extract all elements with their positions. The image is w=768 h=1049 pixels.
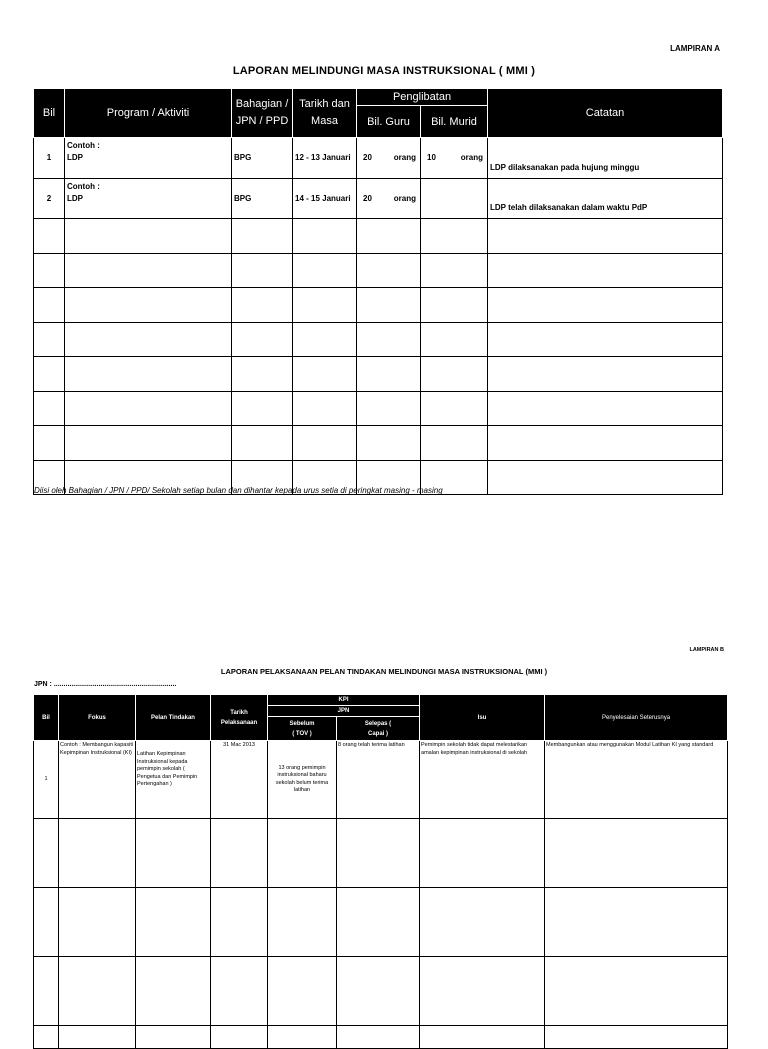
empty-row bbox=[34, 357, 723, 392]
row-program-name: LDP bbox=[67, 153, 83, 162]
row-bahagian: BPG bbox=[232, 138, 293, 179]
header-bil-murid: Bil. Murid bbox=[421, 106, 488, 138]
row-bil: 1 bbox=[34, 741, 59, 819]
empty-row bbox=[34, 957, 728, 1026]
row-bil: 1 bbox=[34, 138, 65, 179]
header-bil: Bil bbox=[34, 695, 59, 741]
header-tarikh-line1: Tarikh dan bbox=[299, 98, 350, 110]
header-selepas bbox=[337, 717, 420, 741]
header-sebelum-line2: ( TOV ) bbox=[292, 730, 312, 737]
row-contoh: Contoh : bbox=[67, 141, 100, 150]
guru-count: 20 bbox=[363, 193, 372, 203]
lampiran-a-title: LAPORAN MELINDUNGI MASA INSTRUKSIONAL ( MMI ) bbox=[232, 65, 536, 77]
guru-unit: orang bbox=[393, 193, 416, 203]
murid-count: 10 bbox=[427, 153, 436, 163]
empty-row bbox=[34, 1026, 728, 1049]
header-catatan: Catatan bbox=[488, 89, 723, 138]
header-penyelesaian: Penyelesaian Seterusnya bbox=[545, 695, 728, 741]
empty-row bbox=[34, 391, 723, 426]
murid-unit: orang bbox=[460, 153, 484, 163]
row-tarikh: 31 Mac 2013 bbox=[211, 741, 268, 819]
header-bil-guru: Bil. Guru bbox=[357, 106, 421, 138]
header-sebelum-line1: Sebelum bbox=[289, 720, 315, 727]
row-bil: 2 bbox=[34, 178, 65, 219]
guru-count: 20 bbox=[363, 153, 372, 163]
row-pelan: Latihan Kepimpinan Instruksional kepada pemimpin sekolah ( Pengetua dan Pemimpin Pertengahan ) bbox=[136, 741, 211, 819]
header-selepas-line2: Capai ) bbox=[368, 730, 389, 737]
header-fokus: Fokus bbox=[59, 695, 136, 741]
header-pelan-tindakan: Pelan Tindakan bbox=[136, 695, 211, 741]
empty-row bbox=[34, 819, 728, 888]
empty-row bbox=[34, 888, 728, 957]
row-tarikh: 12 - 13 Januari bbox=[293, 138, 357, 179]
guru-unit: orang bbox=[393, 153, 416, 163]
row-isu: Pemimpin sekolah tidak dapat melestarikan amalan kepimpinan instruksional di sekolah bbox=[420, 741, 545, 819]
row-program bbox=[65, 138, 232, 179]
header-bil: Bil bbox=[34, 89, 65, 138]
mmi-action-plan-table bbox=[33, 694, 728, 1049]
row-catatan: LDP telah dilaksanakan dalam waktu PdP bbox=[488, 178, 723, 219]
header-program: Program / Aktiviti bbox=[65, 89, 232, 138]
row-tarikh: 14 - 15 Januari bbox=[293, 178, 357, 219]
header-kpi: KPI bbox=[268, 695, 420, 706]
table-row bbox=[34, 178, 723, 219]
row-fokus: Contoh : Membangun kapasiti Kepimpinan Instruksional (KI) bbox=[59, 741, 136, 819]
lampiran-a-note: Diisi oleh Bahagian / JPN / PPD/ Sekolah setiap bulan dan dihantar kepada urus setia di peringkat masing - masing bbox=[34, 486, 443, 495]
header-bahagian bbox=[232, 89, 293, 138]
header-tarikh-line1: Tarikh bbox=[230, 709, 248, 716]
header-jpn: JPN bbox=[268, 706, 420, 717]
row-bahagian: BPG bbox=[232, 178, 293, 219]
row-sebelum: 13 orang pemimpin instruksional baharu sekolah belum terima latihan bbox=[268, 741, 337, 819]
header-penglibatan: Penglibatan bbox=[357, 89, 488, 106]
row-penyelesaian: Membangunkan atau menggunakan Modul Latihan KI yang standard bbox=[545, 741, 728, 819]
row-contoh: Contoh : bbox=[67, 181, 100, 191]
empty-row bbox=[34, 426, 723, 461]
row-bil-murid bbox=[421, 138, 488, 179]
table-row bbox=[34, 138, 723, 179]
header-tarikh-pelaksanaan bbox=[211, 695, 268, 741]
header-selepas-line1: Selepas ( bbox=[364, 720, 392, 727]
row-program bbox=[65, 178, 232, 219]
row-bil-guru bbox=[357, 178, 421, 219]
lampiran-b-label: LAMPIRAN B bbox=[689, 647, 724, 653]
row-catatan: LDP dilaksanakan pada hujung minggu bbox=[488, 138, 723, 179]
header-bahagian-line2: JPN / PPD bbox=[235, 115, 289, 127]
header-isu: Isu bbox=[420, 695, 545, 741]
header-tarikh-line2: Masa bbox=[311, 115, 338, 127]
empty-row bbox=[34, 288, 723, 323]
lampiran-a-label: LAMPIRAN A bbox=[670, 44, 720, 53]
header-sebelum bbox=[268, 717, 337, 741]
header-bahagian-line1: Bahagian / bbox=[235, 98, 289, 110]
header-tarikh-line2: Pelaksanaan bbox=[220, 719, 258, 726]
empty-row bbox=[34, 253, 723, 288]
row-bil-guru bbox=[357, 138, 421, 179]
table-row bbox=[34, 741, 728, 819]
lampiran-b-title: LAPORAN PELAKSANAAN PELAN TINDAKAN MELINDUNGI MASA INSTRUKSIONAL (MMI ) bbox=[220, 667, 548, 676]
empty-row bbox=[34, 219, 723, 254]
row-bil-murid bbox=[421, 178, 488, 219]
mmi-report-table bbox=[33, 88, 723, 495]
row-selepas: 8 orang telah terima latihan bbox=[337, 741, 420, 819]
jpn-field-label: JPN : ............................................................... bbox=[34, 681, 177, 688]
empty-row bbox=[34, 322, 723, 357]
header-tarikh bbox=[293, 89, 357, 138]
row-program-name: LDP bbox=[67, 193, 83, 203]
